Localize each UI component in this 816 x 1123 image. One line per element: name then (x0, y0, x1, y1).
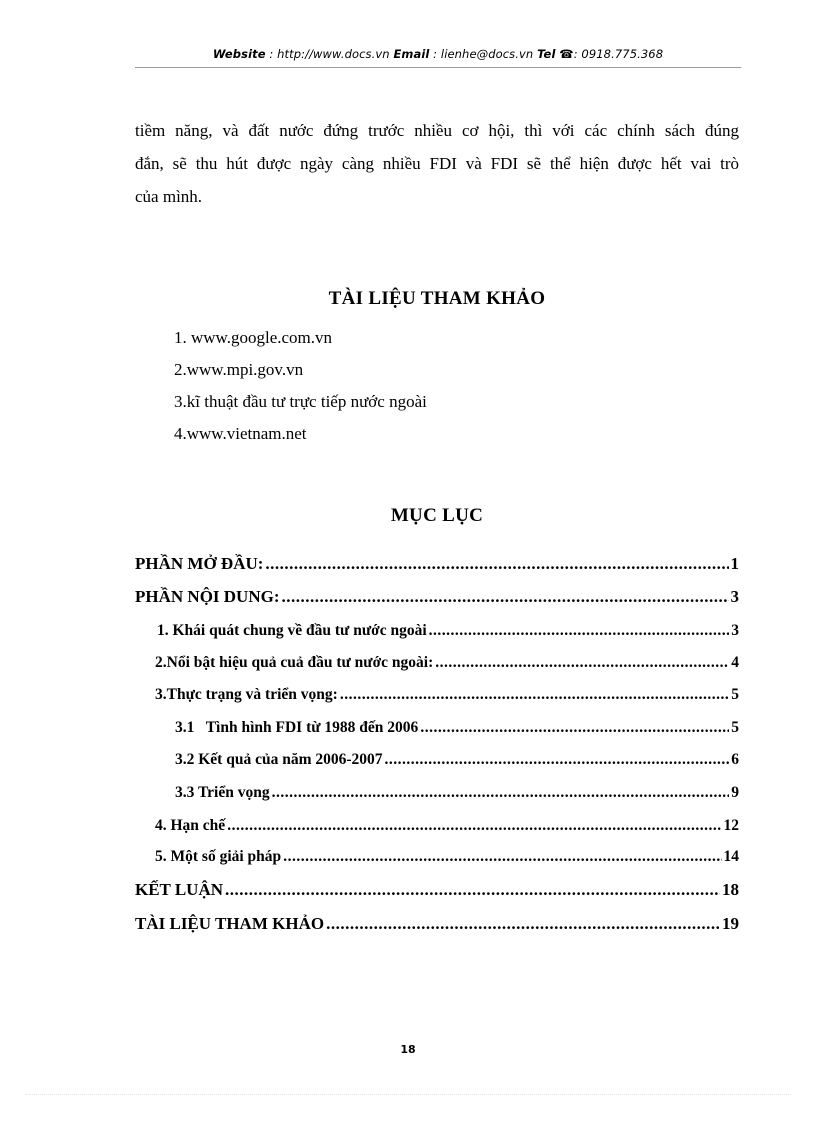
toc-entry-page: 4 (731, 654, 739, 671)
toc-entry (135, 587, 739, 607)
reference-item: 4.www.vietnam.net (174, 424, 307, 443)
toc-title: MỤC LỤC (390, 505, 484, 526)
toc-entry-page: 12 (723, 817, 739, 834)
toc-entry (157, 622, 739, 640)
toc-entry-page: 5 (731, 719, 739, 736)
toc-entry (155, 686, 739, 704)
toc-leader (429, 622, 730, 640)
phone-icon: ☎ (559, 47, 574, 61)
toc-entry-label: TÀI LIỆU THAM KHẢO (135, 914, 325, 933)
toc-entry (135, 554, 739, 574)
toc-leader (326, 914, 720, 934)
reference-item: 2.www.mpi.gov.vn (174, 360, 304, 379)
toc-entry-label: 3.Thực trạng và triển vọng: (155, 686, 338, 703)
toc-entry-label: 3.1 Tình hình FDI từ 1988 đến 2006 (175, 719, 419, 736)
toc-entry (155, 654, 739, 672)
toc-leader (435, 654, 729, 672)
toc-entry-label: 3.2 Kết quả của năm 2006-2007 (175, 751, 383, 768)
toc-entry-page: 3 (731, 622, 739, 639)
toc-entry (175, 784, 739, 802)
page-number: 18 (400, 1043, 416, 1056)
toc-leader (225, 880, 720, 900)
toc-entry-label: 4. Hạn chế (155, 817, 226, 834)
toc-leader (385, 751, 730, 769)
toc-entry-page: 3 (730, 587, 739, 606)
toc-entry (155, 848, 739, 866)
toc-entry-label: 3.3 Triển vọng (175, 784, 270, 801)
toc-leader (265, 554, 728, 574)
toc-leader (282, 587, 729, 607)
toc-entry (175, 751, 739, 769)
toc-entry-label: PHẦN NỘI DUNG: (135, 587, 280, 606)
toc-entry-page: 18 (722, 880, 739, 899)
toc-leader (420, 719, 729, 737)
toc-leader (340, 686, 729, 704)
references-title: TÀI LIỆU THAM KHẢO (328, 288, 546, 309)
body-line: tiềm năng, và đất nước đứng trước nhiều cơ hội, thì với các chính sách đúng (135, 121, 739, 140)
toc-entry-label: 1. Khái quát chung về đầu tư nước ngoài (157, 622, 427, 639)
reference-item: 1. www.google.com.vn (174, 328, 333, 347)
body-line: đắn, sẽ thu hút được ngày càng nhiều FDI và FDI sẽ thể hiện được hết vai trò (135, 154, 739, 173)
email-label: Email (393, 47, 430, 61)
page-header (135, 47, 741, 61)
toc-entry-page: 9 (731, 784, 739, 801)
references-list (174, 322, 427, 450)
toc-entry (175, 719, 739, 737)
toc-entry-page: 1 (730, 554, 739, 573)
toc-entry-page: 6 (731, 751, 739, 768)
reference-item: 3.kĩ thuật đầu tư trực tiếp nước ngoài (174, 392, 427, 411)
toc-entry-label: 5. Một số giải pháp (155, 848, 282, 865)
toc-entry (135, 880, 739, 900)
toc-entry-page: 5 (731, 686, 739, 703)
website-label: Website (212, 47, 266, 61)
tel-value: : 0918.775.368 (573, 47, 664, 61)
toc-entry-page: 14 (723, 848, 739, 865)
toc-leader (227, 817, 721, 835)
body-line: của mình. (135, 187, 203, 206)
body-paragraph (135, 114, 739, 213)
header-divider (135, 67, 741, 68)
toc-entry-label: KẾT LUẬN (135, 880, 224, 899)
toc-entry-label: PHẦN MỞ ĐẦU: (135, 554, 264, 573)
page-bottom-border (25, 1094, 791, 1095)
toc-entry-label: 2.Nổi bật hiệu quả cuả đầu tư nước ngoài: (155, 654, 434, 671)
website-value: : http://www.docs.vn (265, 47, 394, 61)
toc-leader (272, 784, 730, 802)
toc-entry (135, 914, 739, 934)
toc-leader (283, 848, 721, 866)
email-value: : lienhe@docs.vn (429, 47, 538, 61)
toc-entry (155, 817, 739, 835)
tel-label: Tel (537, 47, 556, 61)
toc-entry-page: 19 (722, 914, 739, 933)
